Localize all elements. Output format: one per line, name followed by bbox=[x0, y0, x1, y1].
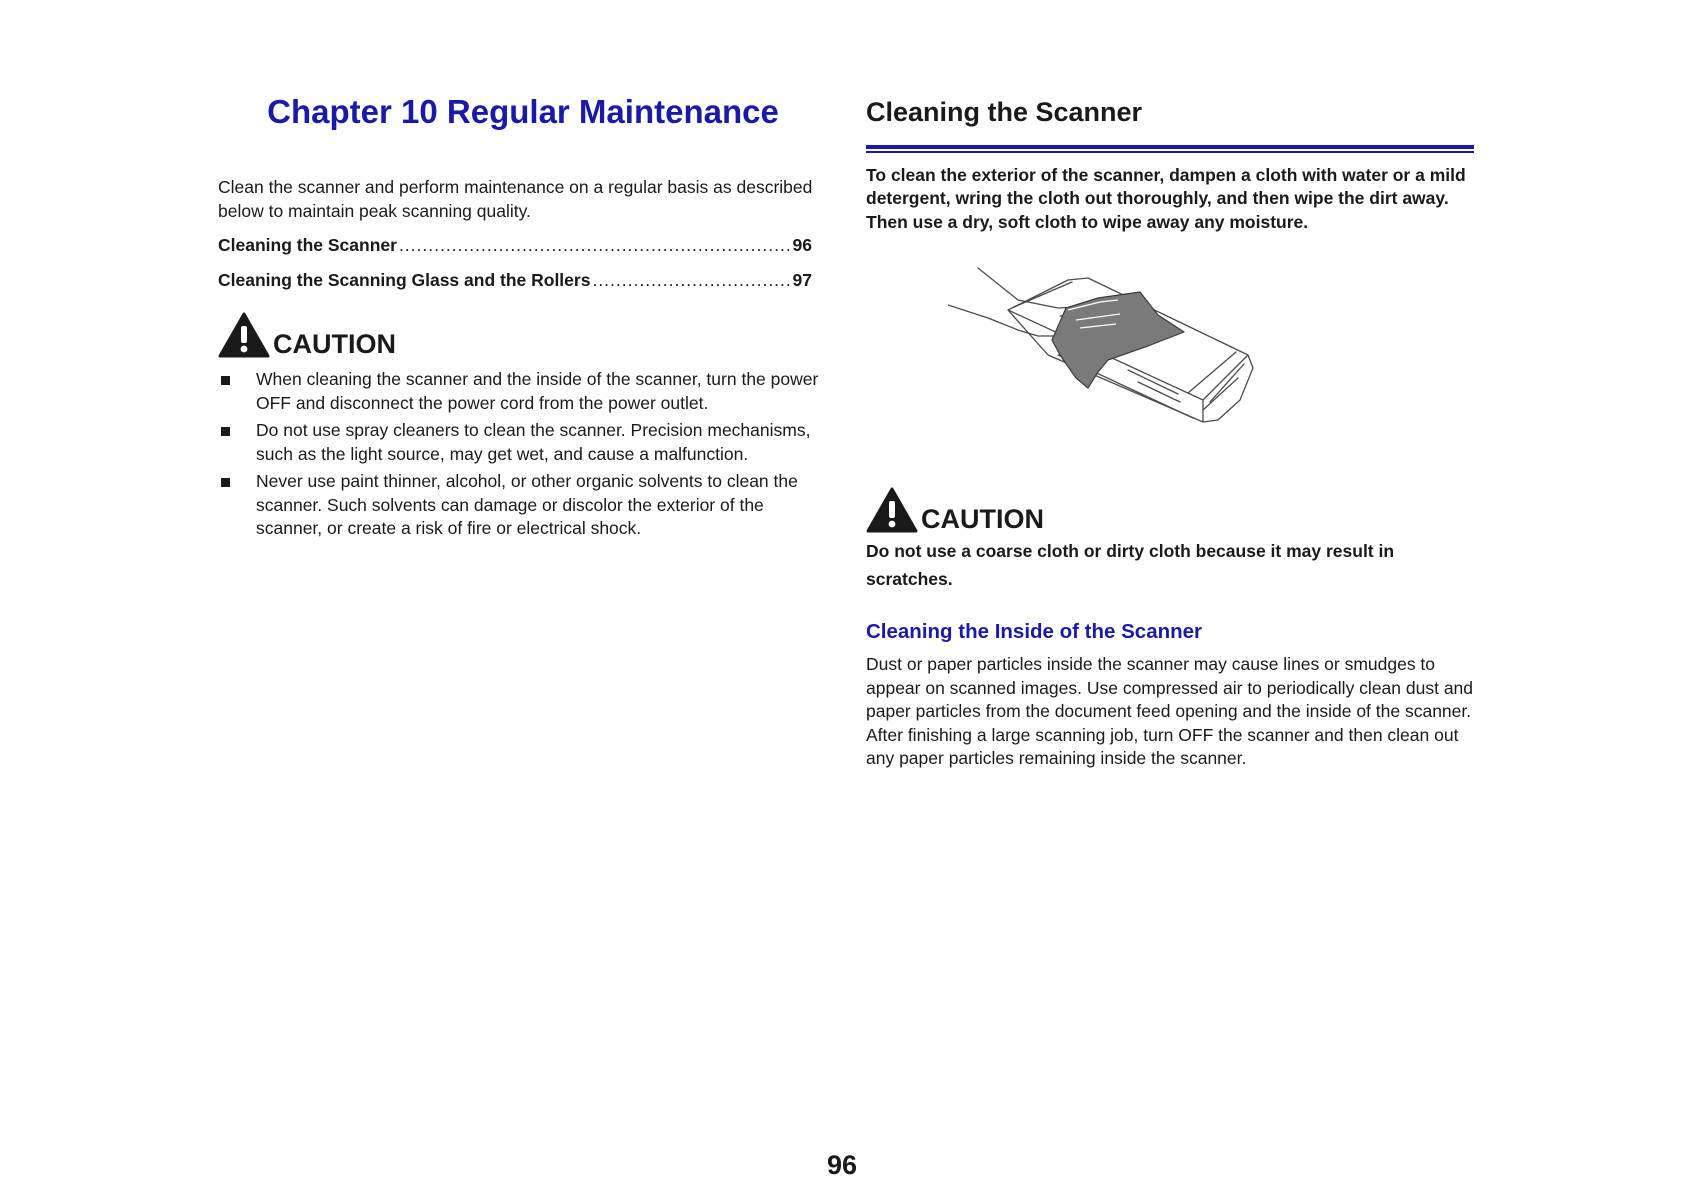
chapter-intro: Clean the scanner and perform maintenance on a regular basis as described below to maintain peak scanning quality. bbox=[218, 177, 813, 221]
toc-entry-title: Cleaning the Scanner bbox=[218, 235, 397, 255]
toc-leader-dots bbox=[592, 268, 790, 292]
left-column bbox=[218, 92, 828, 545]
caution-heading bbox=[218, 312, 828, 358]
list-item-text: Never use paint thinner, alcohol, or other organic solvents to clean the scanner. Such solvents can damage or discolor the exterior of the scanner, or create a risk of fire or electrical shock. bbox=[256, 471, 798, 538]
warning-triangle-icon bbox=[218, 312, 270, 358]
list-item-text: When cleaning the scanner and the inside of the scanner, turn the power OFF and disconnect the power cord from the power outlet. bbox=[256, 369, 819, 413]
caution-text: Do not use a coarse cloth or dirty cloth because it may result in scratches. bbox=[866, 541, 1395, 589]
subsection-title: Cleaning the Inside of the Scanner bbox=[866, 620, 1203, 643]
toc-leader-dots bbox=[399, 233, 791, 257]
list-item bbox=[218, 470, 828, 541]
right-column bbox=[866, 92, 1476, 771]
bullet-square-icon bbox=[221, 376, 230, 385]
page-number: 96 bbox=[826, 1150, 858, 1180]
title-rule-thin bbox=[866, 151, 1474, 153]
list-item bbox=[218, 368, 828, 415]
bullet-square-icon bbox=[221, 427, 230, 436]
list-item bbox=[218, 419, 828, 466]
toc-entry-page: 96 bbox=[792, 235, 812, 255]
section-title: Cleaning the Scanner bbox=[866, 97, 1143, 127]
caution-heading bbox=[866, 487, 1476, 533]
toc-link-cleaning-scanner[interactable] bbox=[218, 233, 812, 257]
inside-cleaning-text: Dust or paper particles inside the scanner may cause lines or smudges to appear on scanned images. Use compressed air to periodically clean dust and paper particles from the document feed opening and the inside of the scanner. After finishing a large scanning job, turn OFF the scanner and then clean out any paper particles remaining inside the scanner. bbox=[866, 654, 1474, 768]
caution-label: CAUTION bbox=[273, 329, 396, 359]
toc-entry-page: 97 bbox=[792, 270, 812, 290]
caution-list bbox=[218, 368, 828, 541]
bullet-square-icon bbox=[221, 478, 230, 487]
hand-wiping-scanner-illustration bbox=[948, 260, 1268, 446]
toc-link-cleaning-glass-rollers[interactable] bbox=[218, 268, 812, 292]
exterior-instructions: To clean the exterior of the scanner, dampen a cloth with water or a mild detergent, wring the cloth out thoroughly, and then wipe the dirt away. Then use a dry, soft cloth to wipe away any moisture. bbox=[866, 164, 1466, 232]
title-rule bbox=[866, 145, 1474, 149]
caution-label: CAUTION bbox=[921, 504, 1044, 534]
toc-entry-title: Cleaning the Scanning Glass and the Rollers bbox=[218, 270, 591, 290]
warning-triangle-icon bbox=[866, 487, 918, 533]
chapter-title: Chapter 10 Regular Maintenance bbox=[267, 93, 779, 130]
list-item-text: Do not use spray cleaners to clean the scanner. Precision mechanisms, such as the light source, may get wet, and cause a malfunction. bbox=[256, 420, 811, 464]
